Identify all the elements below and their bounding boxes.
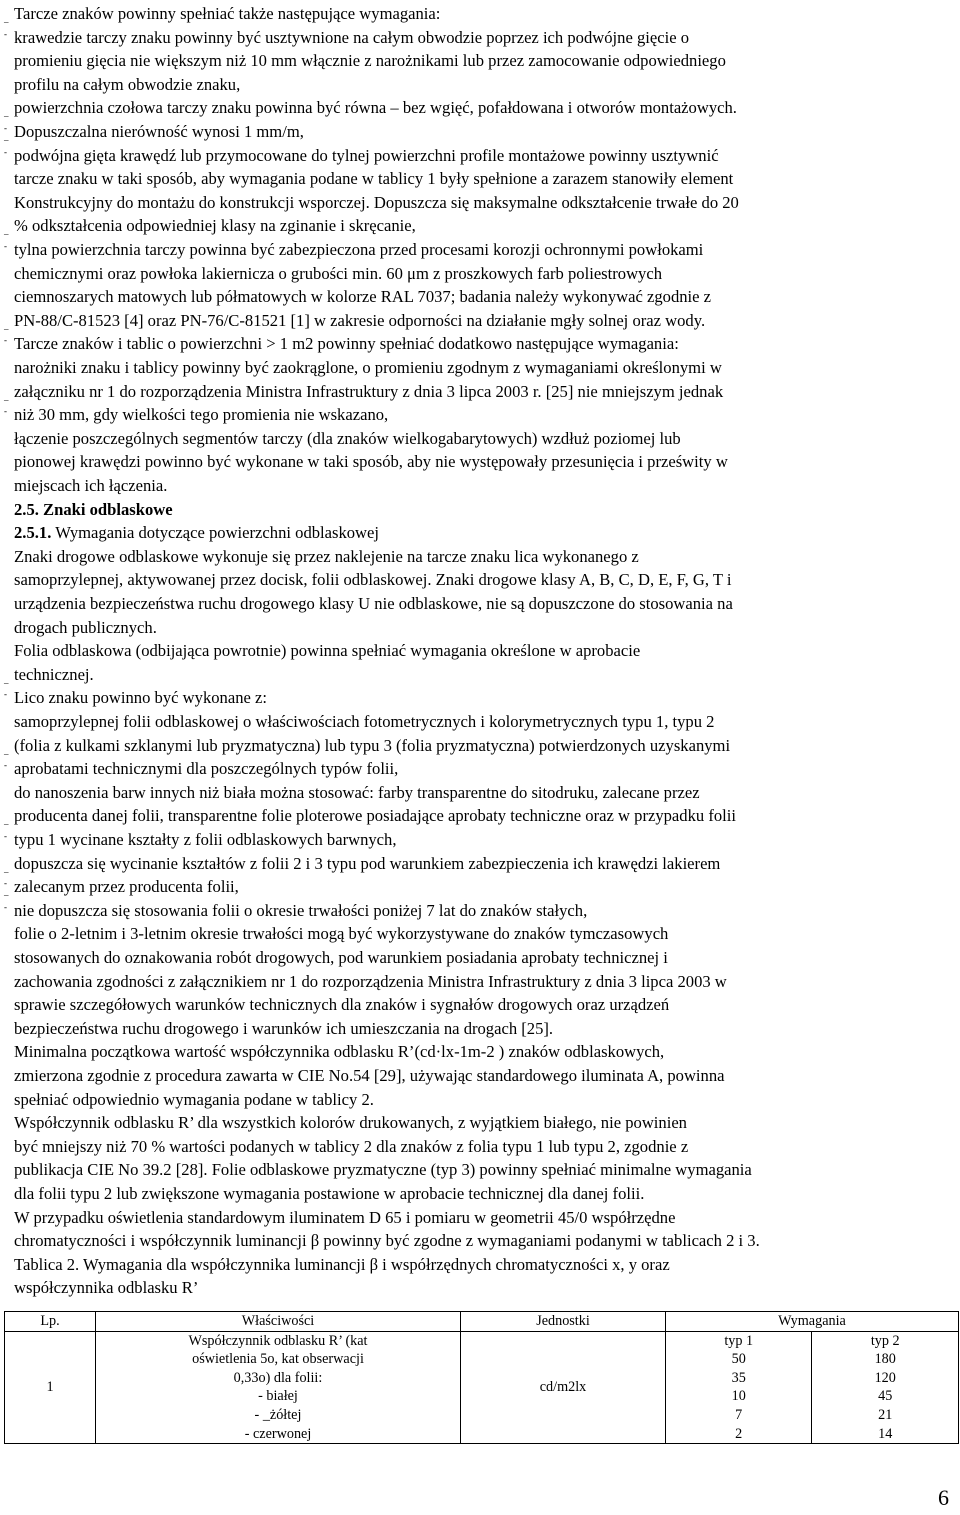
typ1-line: 7: [735, 1406, 743, 1423]
bullet-mark: -: [4, 406, 7, 417]
text-line: bezpieczeństwa ruchu drogowego i warunków ich umieszczania na drogach [25].: [14, 1018, 554, 1038]
text-line: dla folii typu 2 lub zwiększone wymagania postawione w aprobacie technicznej dla danej folii.: [14, 1184, 645, 1203]
text-line: promieniu gięcia nie większym niż 10 mm włącznie z narożnikami lub przez zamocowanie odpowiedniego: [14, 51, 726, 71]
text-line: chromatyczności i współczynnik luminancji β powinny być zgodne z wymaganiami podanymi w tablicach 2 i 3.: [14, 1231, 760, 1251]
text-line: krawedzie tarczy znaku powinny być usztywnione na całym obwodzie poprzez ich podwójne gięcie o: [14, 27, 690, 47]
text-line: technicznej.: [14, 664, 94, 684]
heading-number: 2.5. Znaki odblaskowe: [14, 499, 173, 519]
text-line: Tarcze znaków i tablic o powierzchni > 1 m2 powinny spełniać dodatkowo następujące wymagania:: [14, 334, 679, 354]
bullet-mark: –: [4, 229, 9, 240]
property-line: oświetlenia 5o, kat obserwacji: [192, 1351, 364, 1368]
text-line: samoprzylepnej, aktywowanej przez docisk, folii odblaskowej. Znaki drogowe klasy A, B, C, D, E, F, G, T i: [14, 570, 732, 590]
text-line: spełniać odpowiednio wymagania podane w tablicy 2.: [14, 1089, 374, 1109]
typ2-line: 180: [874, 1351, 896, 1368]
text-line: W przypadku oświetlenia standardowym iluminatem D 65 i pomiaru w geometrii 45/0 współrzędne: [14, 1207, 676, 1227]
text-line: Dopuszczalna nierówność wynosi 1 mm/m,: [14, 122, 304, 141]
text-line: stosowanych do oznakowania robót drogowych, pod warunkiem posiadania aprobaty technicznej i: [14, 948, 668, 967]
text-line: chemicznymi oraz powłoka lakiernicza o grubości min. 60 μm z proszkowych farb poliestrowych: [14, 263, 663, 283]
bullet-mark: -: [4, 760, 7, 771]
table-row: [5, 1331, 959, 1444]
property-line: - czerwonej: [244, 1425, 312, 1442]
typ1-line: typ 1: [724, 1332, 754, 1349]
text-line: drogach publicznych.: [14, 617, 157, 637]
typ2-line: 21: [878, 1406, 893, 1423]
text-line: współczynnika odblasku R’: [14, 1278, 199, 1298]
text-line: PN-88/C-81523 [4] oraz PN-76/C-81521 [1] w zakresie odporności na działanie mgły solnej oraz wody.: [14, 310, 706, 330]
text-line: [14, 521, 379, 545]
text-line: Tarcze znaków powinny spełniać także następujące wymagania:: [14, 4, 441, 23]
bullet-mark: -: [4, 878, 7, 889]
bullet-mark: -: [4, 241, 7, 251]
bullet-mark: –: [4, 135, 9, 145]
text-line: producenta danej folii, transparentne folie ploterowe posiadające aprobaty techniczne oraz w przypadku folii: [14, 806, 736, 826]
text-line: ciemnoszarych matowych lub półmatowych w kolorze RAL 7037; badania należy wykonywać zgodnie z: [14, 287, 712, 307]
typ1-line: 50: [731, 1351, 746, 1368]
property-line: - białej: [258, 1388, 298, 1405]
bullet-mark: -: [4, 901, 7, 912]
text-line: aprobatami technicznymi dla poszczególnych typów folii,: [14, 759, 399, 779]
typ1-line: 2: [735, 1425, 743, 1442]
text-line: [14, 498, 173, 522]
header-lp: Lp.: [5, 1312, 96, 1332]
text-line: % odkształcenia odpowiedniej klasy na zginanie i skręcanie,: [14, 216, 416, 236]
typ1-line: 35: [731, 1369, 746, 1386]
text-line: typu 1 wycinane kształty z folii odblaskowych barwnych,: [14, 830, 397, 849]
bullet-mark: -: [4, 335, 7, 346]
bullet-mark: –: [4, 394, 9, 405]
text-line: Lico znaku powinno być wykonane z:: [14, 688, 267, 708]
text-line: narożniki znaku i tablicy powinny być zaokrąglone, o promieniu zgodnym z wymaganiami określonymi w: [14, 358, 722, 377]
header-properties: Właściwości: [96, 1312, 461, 1332]
requirements-table: [4, 1311, 959, 1444]
text-line: samoprzylepnej folii odblaskowej o właściwościach fotometrycznych i kolorymetrycznych typu 1, typu 2: [14, 712, 715, 731]
typ1-line: 10: [731, 1388, 746, 1405]
text-line: folie o 2-letnim i 3-letnim okresie trwałości mogą być wykorzystywane do znaków tymczasowych: [14, 924, 669, 944]
typ2-line: 120: [874, 1369, 896, 1386]
text-line: łączenie poszczególnych segmentów tarczy (dla znaków wielkogabarytowych) wzdłuż poziomej lub: [14, 428, 681, 448]
text-line: do nanoszenia barw innych niż biała można stosować: farby transparentne do sitodruku, zalecane przez: [14, 782, 700, 802]
text-line: Konstrukcyjny do montażu do konstrukcji wsporczej. Dopuszcza się maksymalne odkształcenie trwałe do 20: [14, 192, 739, 212]
bullet-mark: –: [4, 677, 9, 688]
text-line: Współczynnik odblasku R’ dla wszystkich kolorów drukowanych, z wyjątkiem białego, nie powinien: [14, 1113, 687, 1133]
bullet-mark: -: [4, 123, 7, 133]
text-line: tylna powierzchnia tarczy powinna być zabezpieczona przed procesami korozji ochronnymi powłokami: [14, 240, 704, 259]
bullet-mark: –: [4, 890, 9, 901]
text-line: profilu na całym obwodzie znaku,: [14, 74, 241, 94]
bullet-mark: –: [4, 323, 9, 334]
typ2-line: 45: [878, 1388, 893, 1405]
text-line: Minimalna początkowa wartość współczynnika odblasku R’(cd·lx-1m-2 ) znaków odblaskowych,: [14, 1042, 665, 1062]
text-line: być mniejszy niż 70 % wartości podanych w tablicy 2 dla znaków z folia typu 1 lub typu 2, zgodnie z: [14, 1136, 689, 1156]
bullet-mark: –: [4, 17, 9, 27]
text-line: zalecanym przez producenta folii,: [14, 877, 239, 897]
text-line: dopuszcza się wycinanie kształtów z folii 2 i 3 typu pod warunkiem zabezpieczenia ich krawędzi lakierem: [14, 853, 721, 873]
bullet-mark: –: [4, 819, 9, 830]
text-line: zmierzona zgodnie z procedura zawarta w CIE No.54 [29], używając standardowego iluminata A, powinna: [14, 1066, 725, 1085]
bullet-mark: -: [4, 689, 7, 700]
page-number: 6: [938, 1485, 949, 1510]
header-requirements: Wymagania: [666, 1312, 959, 1332]
cell-typ1: [666, 1331, 812, 1444]
bullet-mark: -: [4, 831, 7, 841]
typ2-line: typ 2: [870, 1332, 900, 1349]
heading-number: 2.5.1.: [14, 523, 52, 543]
text-line: (folia z kulkami szklanymi lub pryzmatyczna) lub typu 3 (folia pryzmatyczna) potwierdzonych uzyskanymi: [14, 735, 731, 755]
text-line: tarcze znaku w taki sposób, aby wymagania podane w tablicy 1 były spełnione a zarazem stanowiły element: [14, 169, 734, 189]
bullet-mark: –: [4, 748, 9, 759]
text-line: niż 30 mm, gdy wielkości tego promienia nie wskazano,: [14, 405, 389, 425]
header-units: Jednostki: [461, 1312, 666, 1332]
bullet-mark: -: [4, 28, 7, 39]
text-line: sprawie szczegółowych warunków technicznych dla znaków i sygnałów drogowych oraz urządzeń: [14, 995, 670, 1015]
heading-text: Wymagania dotyczące powierzchni odblaskowej: [51, 523, 380, 543]
text-line: nie dopuszcza się stosowania folii o okresie trwałości poniżej 7 lat do znaków stałych,: [14, 900, 588, 920]
cell-property: [96, 1331, 461, 1444]
bullet-mark: -: [4, 146, 7, 157]
text-line: załączniku nr 1 do rozporządzenia Ministra Infrastruktury z dnia 3 lipca 2003 r. [25] nie mniejszym jednak: [14, 381, 724, 401]
text-line: Tablica 2. Wymagania dla współczynnika luminancji β i współrzędnych chromatyczności x, y oraz: [14, 1254, 670, 1274]
text-line: pionowej krawędzi powinno być wykonane w taki sposób, aby nie występowały przesunięcia i prześwity w: [14, 452, 728, 472]
text-line: miejscach ich łączenia.: [14, 476, 168, 495]
property-line: - _żółtej: [254, 1406, 302, 1423]
cell-lp: 1: [5, 1331, 96, 1444]
text-line: powierzchnia czołowa tarczy znaku powinna być równa – bez wgięć, pofałdowana i otworów montażowych.: [14, 98, 737, 118]
property-line: 0,33o) dla folii:: [233, 1369, 323, 1386]
text-line: Folia odblaskowa (odbijająca powrotnie) powinna spełniać wymagania określone w aprobacie: [14, 641, 641, 661]
text-line: podwójna gięta krawędź lub przymocowane do tylnej powierzchni profile montażowe powinny usztywnić: [14, 145, 719, 165]
bullet-mark: –: [4, 866, 9, 877]
table-header-row: [5, 1312, 959, 1332]
bullet-mark: –: [4, 111, 9, 122]
typ2-line: 14: [878, 1425, 893, 1442]
text-line: publikacja CIE No 39.2 [28]. Folie odblaskowe pryzmatyczne (typ 3) powinny spełniać minimalne wymagania: [14, 1160, 752, 1180]
property-line: Współczynnik odblasku R’ (kat: [188, 1332, 368, 1349]
cell-unit: cd/m2lx: [461, 1331, 666, 1444]
text-line: Znaki drogowe odblaskowe wykonuje się przez naklejenie na tarcze znaku lica wykonanego z: [14, 546, 639, 566]
cell-typ2: [812, 1331, 959, 1444]
text-line: urządzenia bezpieczeństwa ruchu drogowego klasy U nie odblaskowe, nie są dopuszczone do stosowania na: [14, 594, 733, 613]
text-line: zachowania zgodności z załącznikiem nr 1 do rozporządzenia Ministra Infrastruktury z dnia 3 lipca 2003 w: [14, 971, 727, 991]
